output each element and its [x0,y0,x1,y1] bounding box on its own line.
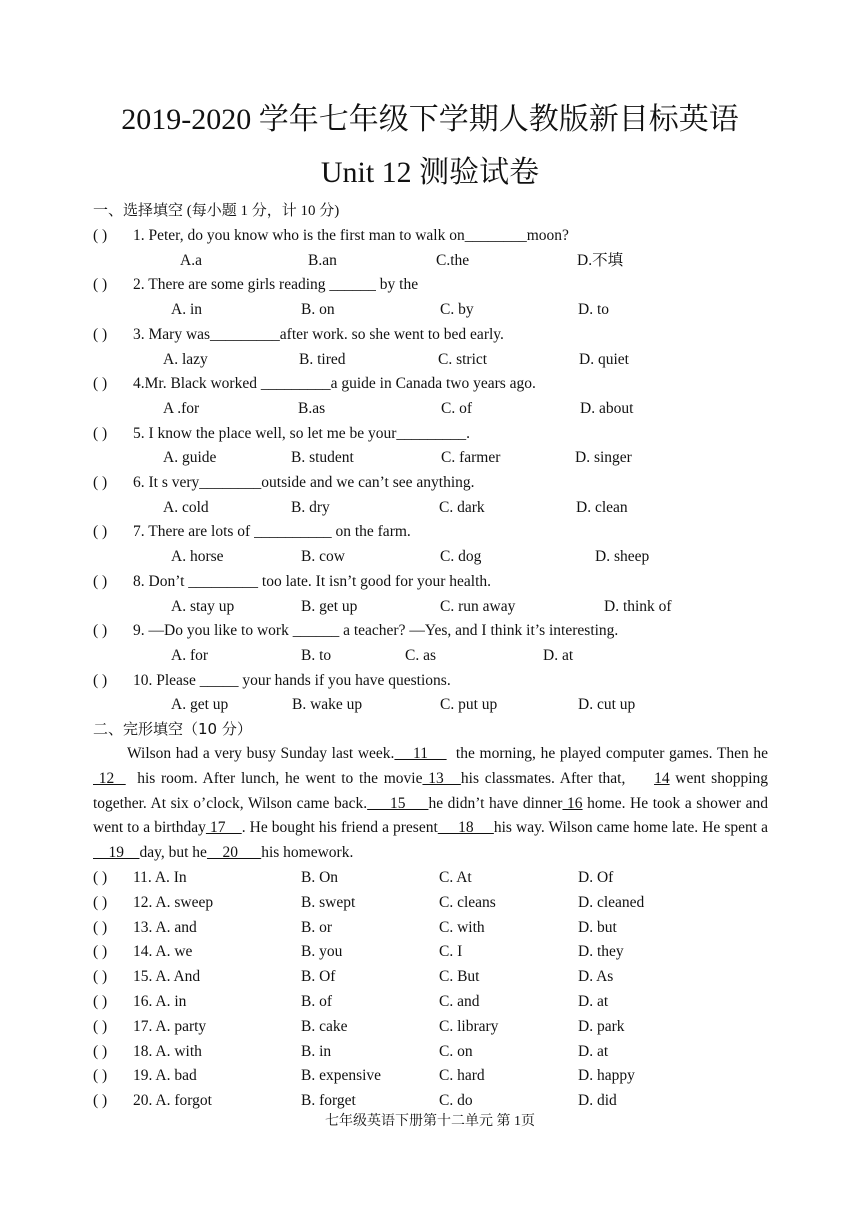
question-number-option-a: 14. A. we [133,943,193,961]
question-stem: 9. —Do you like to work ______ a teacher? —Yes, and I think it’s interesting. [133,622,619,640]
question-6 [93,472,773,494]
section1-note: (每小题 1 分，计 10 分) [183,203,340,219]
options-row [0,596,700,618]
question-9 [93,620,773,642]
options-row [0,497,700,519]
cloze-paragraph [93,742,772,866]
option-b: B.an [308,251,337,269]
passage-text: his room. After lunch, he went to the movie [125,769,423,787]
option-d: D. quiet [579,350,629,368]
option-d: D. did [578,1092,617,1110]
option-b: B. cow [301,548,345,566]
page-footer: 七年级英语下册第十二单元 第 1页 [325,1114,535,1129]
question-number-option-a: 17. A. party [133,1017,207,1035]
option-d: D. cleaned [578,893,645,911]
option-c: C. At [439,869,472,886]
option-b: B. Of [301,968,336,986]
option-c: C. strict [438,350,488,368]
option-b: B. dry [291,498,330,516]
option-c: C. do [439,1092,473,1110]
page-title: 2019-2020 学年七年级下学期人教版新目标英语 [121,103,739,136]
option-c: C. farmer [441,449,501,467]
question-number-option-a: 12. A. sweep [133,893,214,911]
passage-text: . He bought his friend a present [241,819,438,837]
passage-text: home. He took a shower and went to a birthday [93,794,772,837]
option-d: D. happy [578,1067,635,1085]
option-b: B. get up [301,597,358,615]
section1-heading [93,200,339,221]
option-a: A. stay up [171,597,235,615]
answer-blank[interactable]: ( ) [93,572,108,590]
option-a: A.a [180,251,202,269]
passage-text: he didn’t have dinner [428,794,563,812]
cloze-question-15 [93,966,773,988]
answer-blank[interactable]: ( ) [93,474,108,491]
options-row [0,398,700,420]
option-c: C. cleans [439,893,496,911]
option-a: A. guide [163,449,217,467]
option-b: B. of [301,993,332,1010]
passage-text: day, but he [139,844,207,862]
cloze-blank: 15 [367,794,429,812]
question-stem: 5. I know the place well, so let me be your_________. [133,424,471,442]
option-b: B. tired [299,350,346,368]
option-b: B. cake [301,1017,348,1035]
option-d: D. park [578,1017,625,1035]
question-stem: 4.Mr. Black worked _________a guide in Canada two years ago. [133,375,536,393]
question-8 [93,571,773,593]
answer-blank[interactable]: ( ) [93,325,108,343]
option-d: D. clean [576,498,628,516]
cloze-question-13 [93,917,773,939]
options-row [0,250,700,272]
option-b: B. On [301,869,339,886]
question-5 [93,423,773,445]
option-c: C. and [439,993,480,1010]
options-row [0,299,700,321]
options-row [0,546,700,568]
option-c: C. with [439,918,485,936]
option-c: C. of [441,399,472,417]
option-d: D. think of [604,597,672,615]
section2-heading: 二、完形填空（10 分） [93,720,252,738]
answer-blank[interactable]: ( ) [93,523,108,541]
option-b: B. you [301,943,343,961]
passage-text: Wilson had a very busy Sunday last week. [127,745,395,762]
answer-blank[interactable]: ( ) [93,869,108,886]
cloze-passage [93,742,772,866]
question-number-option-a: 18. A. with [133,1042,202,1060]
option-b: B. forget [301,1092,356,1110]
option-a: A. in [171,301,202,319]
passage-text: his way. Wilson came home late. He spent a [493,819,769,837]
section1-title: 一、选择填空 [93,201,184,219]
option-d: D.不填 [577,251,624,269]
option-d: D. As [578,968,614,986]
option-c: C. dark [439,498,485,516]
question-7 [93,521,773,543]
page-subtitle: Unit 12 测验试卷 [320,156,540,189]
question-2 [93,274,773,296]
answer-blank[interactable]: ( ) [93,1092,108,1110]
options-row [0,694,700,716]
answer-blank[interactable]: ( ) [93,227,108,244]
option-a: A. horse [171,548,224,566]
option-c: C. on [439,1042,473,1060]
question-number-option-a: 16. A. in [133,993,187,1010]
answer-blank[interactable]: ( ) [93,671,108,689]
cloze-question-14 [93,941,773,963]
option-b: B. to [301,646,332,664]
answer-blank[interactable]: ( ) [93,968,108,986]
cloze-blank: 19 [93,844,140,862]
cloze-question-16 [93,991,773,1013]
question-4 [93,373,773,395]
option-d: D. at [578,1042,609,1060]
option-a: A. cold [163,498,209,516]
answer-blank[interactable]: ( ) [93,893,108,911]
options-row [0,645,700,667]
passage-text: went shopping together. At six o’clock, Wilson came back. [93,769,772,812]
cloze-question-17 [93,1016,773,1038]
question-stem: 10. Please _____ your hands if you have questions. [133,671,451,689]
cloze-question-18 [93,1041,773,1063]
question-number-option-a: 11. A. In [133,869,187,886]
option-b: B.as [298,399,326,417]
cloze-blank: 17 [205,819,242,837]
option-d: D. sheep [595,548,650,566]
question-number-option-a: 19. A. bad [133,1067,197,1085]
option-d: D. at [543,646,574,664]
option-a: A. lazy [163,350,208,368]
passage-text: his classmates. After that, [460,769,655,787]
option-d: D. they [578,943,624,961]
options-row [0,349,700,371]
option-c: C. as [405,646,436,664]
question-stem: 2. There are some girls reading ______ by the [133,276,419,294]
option-b: B. or [301,918,332,936]
option-b: B. in [301,1042,332,1060]
cloze-question-19 [93,1065,773,1087]
passage-text: his homework. [261,844,354,862]
option-d: D. but [578,918,617,936]
question-10 [93,670,773,692]
cloze-question-11 [93,867,773,889]
question-1 [93,225,773,247]
option-c: C. I [439,943,463,961]
answer-blank[interactable]: ( ) [93,1042,108,1060]
answer-blank[interactable]: ( ) [93,622,108,640]
question-number-option-a: 20. A. forgot [133,1092,212,1110]
answer-blank[interactable]: ( ) [93,424,108,442]
cloze-blank: 12 [93,769,126,787]
cloze-blank: 20 [206,844,262,862]
option-b: B. expensive [301,1067,382,1085]
answer-blank[interactable]: ( ) [93,276,108,294]
passage-text: the morning, he played computer games. Then he [446,745,768,762]
question-stem: 6. It s very________outside and we can’t see anything. [133,474,475,491]
option-c: C. library [439,1017,499,1035]
question-number-option-a: 15. A. And [133,968,201,986]
option-a: A. for [171,646,209,664]
option-d: D. about [580,399,634,417]
answer-blank[interactable]: ( ) [93,943,108,961]
cloze-question-20 [93,1090,773,1112]
answer-blank[interactable]: ( ) [93,918,108,936]
question-stem: 1. Peter, do you know who is the first man to walk on________moon? [133,227,569,244]
answer-blank[interactable]: ( ) [93,1067,108,1085]
question-stem: 7. There are lots of __________ on the farm. [133,523,411,541]
option-c: C. But [439,968,480,986]
question-stem: 3. Mary was_________after work. so she went to bed early. [133,325,504,343]
cloze-question-12 [93,892,773,914]
option-c: C. by [440,301,474,319]
option-c: C. dog [440,548,482,566]
option-b: B. on [301,301,335,319]
option-d: D. at [578,993,609,1010]
answer-blank[interactable]: ( ) [93,993,108,1010]
cloze-blank: 16 [562,794,583,812]
option-a: A. get up [171,696,229,714]
option-a: A .for [163,399,200,417]
option-d: D. Of [578,869,614,886]
option-d: D. singer [575,449,632,467]
option-d: D. to [578,301,609,319]
option-c: C.the [436,251,470,269]
question-number-option-a: 13. A. and [133,918,197,936]
answer-blank[interactable]: ( ) [93,1017,108,1035]
option-b: B. wake up [292,696,363,714]
question-stem: 8. Don’t _________ too late. It isn’t good for your health. [133,572,492,590]
cloze-blank: 14 [654,769,670,787]
question-3 [93,324,773,346]
option-d: D. cut up [578,696,636,714]
option-b: B. swept [301,893,356,911]
cloze-blank: 13 [422,769,461,787]
option-c: C. run away [440,597,516,615]
option-c: C. put up [440,696,498,714]
option-b: B. student [291,449,354,467]
option-c: C. hard [439,1067,485,1085]
options-row [0,447,700,469]
answer-blank[interactable]: ( ) [93,375,108,393]
cloze-blank: 11 [394,745,447,762]
cloze-blank: 18 [437,819,494,837]
